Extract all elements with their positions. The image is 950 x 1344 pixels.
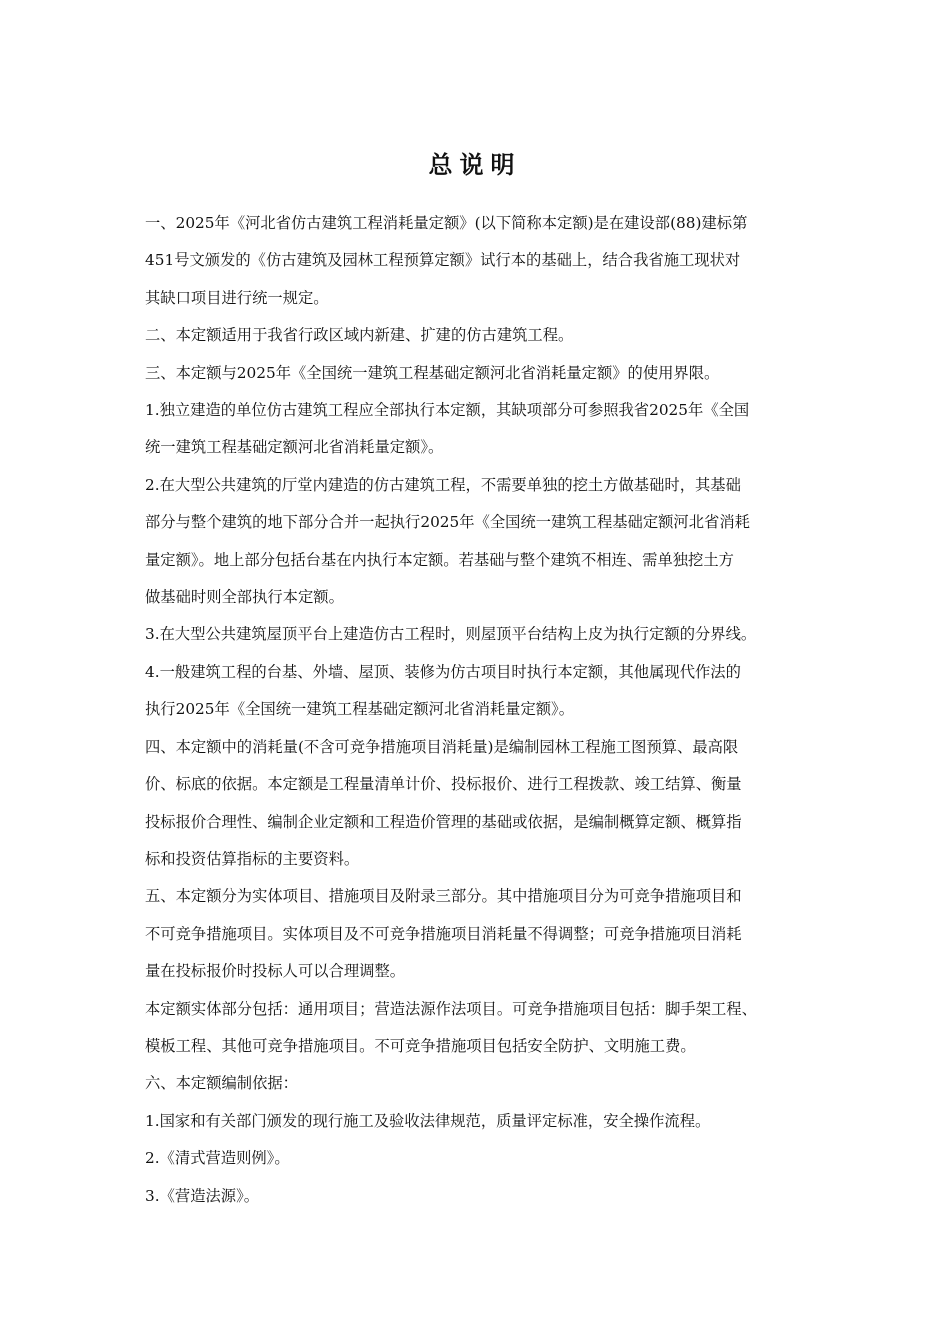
text-line: 451号文颁发的《仿古建筑及园林工程预算定额》试行本的基础上，结合我省施工现状对 [145, 251, 741, 270]
text-line: 不可竞争措施项目。实体项目及不可竞争措施项目消耗量不得调整；可竞争措施项目消耗 [145, 924, 742, 943]
paragraph-11 [145, 1065, 815, 1102]
paragraph-6 [145, 616, 815, 653]
text-line: 2.在大型公共建筑的厅堂内建造的仿古建筑工程，不需要单独的挖土方做基础时，其基础 [145, 475, 741, 494]
paragraph-10 [145, 991, 815, 1066]
text-line: 3.在大型公共建筑屋顶平台上建造仿古工程时，则屋顶平台结构上皮为执行定额的分界线。 [145, 625, 757, 644]
paragraph-14 [145, 1178, 815, 1215]
text-line: 1.独立建造的单位仿古建筑工程应全部执行本定额，其缺项部分可参照我省2025年《全国 [145, 401, 750, 420]
text-line: 4.一般建筑工程的台基、外墙、屋顶、装修为仿古项目时执行本定额，其他属现代作法的 [145, 662, 741, 681]
text-line: 1.国家和有关部门颁发的现行施工及验收法律规范，质量评定标准，安全操作流程。 [145, 1111, 711, 1130]
text-line: 标和投资估算指标的主要资料。 [145, 849, 360, 868]
paragraph-5 [145, 467, 815, 617]
text-line: 量定额》。地上部分包括台基在内执行本定额。若基础与整个建筑不相连、需单独挖土方 [145, 550, 734, 569]
paragraph-8 [145, 729, 815, 879]
paragraph-4 [145, 392, 815, 467]
paragraph-7 [145, 654, 815, 729]
paragraph-3 [145, 355, 815, 392]
text-line: 一、2025年《河北省仿古建筑工程消耗量定额》(以下简称本定额)是在建设部(88)建标第 [145, 214, 748, 232]
text-line: 2.《清式营造则例》。 [145, 1149, 290, 1168]
paragraph-2 [145, 317, 815, 354]
text-line: 三、本定额与2025年《全国统一建筑工程基础定额河北省消耗量定额》的使用界限。 [145, 363, 720, 382]
paragraph-9 [145, 878, 815, 990]
text-line: 五、本定额分为实体项目、措施项目及附录三部分。其中措施项目分为可竞争措施项目和 [145, 887, 742, 906]
text-line: 本定额实体部分包括：通用项目；营造法源作法项目。可竞争措施项目包括：脚手架工程、 [145, 999, 757, 1018]
paragraph-13 [145, 1140, 815, 1177]
text-line: 量在投标报价时投标人可以合理调整。 [145, 962, 406, 981]
text-line: 六、本定额编制依据： [145, 1074, 298, 1093]
paragraph-1 [145, 205, 815, 317]
text-line: 统一建筑工程基础定额河北省消耗量定额》。 [145, 438, 444, 457]
text-line: 投标报价合理性、编制企业定额和工程造价管理的基础或依据，是编制概算定额、概算指 [145, 812, 742, 831]
text-line: 部分与整个建筑的地下部分合并一起执行2025年《全国统一建筑工程基础定额河北省消耗 [145, 513, 750, 532]
text-line: 执行2025年《全国统一建筑工程基础定额河北省消耗量定额》。 [145, 700, 574, 719]
page-title: 总说明 [428, 151, 522, 180]
text-line: 四、本定额中的消耗量(不含可竞争措施项目消耗量)是编制园林工程施工图预算、最高限 [145, 737, 739, 756]
text-line: 模板工程、其他可竞争措施项目。不可竞争措施项目包括安全防护、文明施工费。 [145, 1036, 696, 1055]
text-line: 其缺口项目进行统一规定。 [145, 288, 329, 307]
text-line: 二、本定额适用于我省行政区域内新建、扩建的仿古建筑工程。 [145, 326, 574, 345]
text-line: 3.《营造法源》。 [145, 1186, 260, 1205]
text-line: 价、标底的依据。本定额是工程量清单计价、投标报价、进行工程拨款、竣工结算、衡量 [145, 775, 742, 794]
document-body [145, 205, 815, 1215]
paragraph-12 [145, 1103, 815, 1140]
text-line: 做基础时则全部执行本定额。 [145, 588, 344, 607]
